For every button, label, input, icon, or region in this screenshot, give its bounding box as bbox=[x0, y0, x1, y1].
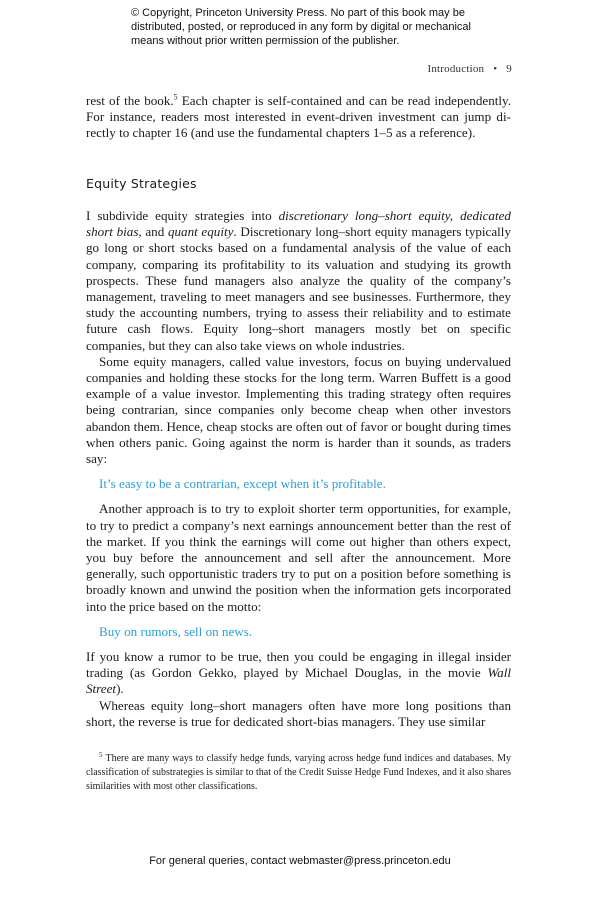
footnote-ref: 5 bbox=[173, 92, 178, 102]
footnote-number: 5 bbox=[99, 750, 103, 759]
section-heading: Equity Strategies bbox=[86, 176, 197, 191]
paragraph-4 bbox=[86, 649, 511, 698]
quote-rumors: Buy on rumors, sell on news. bbox=[99, 623, 253, 639]
paragraph-2: Some equity managers, called value investors, focus on buying undervalued companies and holding these stocks for the long term. Warren Buffett is a good example of a value investor. Implementing this trading strategy often requires being contrarian, since companies only become cheap when other investors abandon them. Hence, cheap stocks are often out of favor or bought during times when others panic. Going against the norm is harder than it sounds, as traders say: bbox=[86, 353, 511, 467]
p1-italic-d: quant equity bbox=[167, 224, 234, 240]
paragraph-1 bbox=[86, 208, 511, 354]
intro-text-1: rest of the book. bbox=[86, 93, 174, 108]
contact-note: For general queries, contact webmaster@press.princeton.edu bbox=[149, 855, 451, 867]
running-head bbox=[427, 63, 512, 75]
page-number: 9 bbox=[506, 63, 512, 75]
p1-text-c: , and bbox=[138, 224, 168, 240]
running-head-bullet: • bbox=[493, 63, 498, 75]
p1-italic-b: discretionary long–short equity, dedicated short bias bbox=[86, 208, 511, 240]
p4-text-a: If you know a rumor to be true, then you could be engaging in illegal insider trading (as Gordon Gekko, played by Michael Douglas, in the movie bbox=[86, 649, 511, 681]
body-text bbox=[86, 208, 511, 730]
paragraph-5: Whereas equity long–short managers often have more long positions than short, the reverse is true for dedicated short-bias managers. They use similar bbox=[86, 697, 511, 729]
quote-contrarian: It’s easy to be a contrarian, except when it’s profitable. bbox=[99, 476, 386, 492]
p1-text-a: I subdivide equity strategies into bbox=[86, 208, 279, 223]
p4-text-c: ). bbox=[116, 681, 124, 697]
footnote-text: There are many ways to classify hedge funds, varying across hedge fund indices and databases. My classification of substrategies is similar to that of the Credit Suisse Hedge Fund Indexes, and it also shares similarities with most other classifications. bbox=[86, 753, 511, 792]
p4-italic-movie: Wall Street bbox=[86, 665, 511, 697]
running-head-section: Introduction bbox=[427, 63, 485, 75]
p1-text-e: . Discretionary long–short equity managers typically go long or short stocks based on a fundamental analysis of the value of each company, comparing its profitability to its valuation and studying its growth prospects. These fund managers also analyze the quality of the company’s management, traveling to meet managers and see businesses. Furthermore, they study the accounting numbers, trying to assess their reliability and to estimate future cash flows. Equity long–short managers mostly bet on specific companies, but they can also take views on whole industries. bbox=[86, 224, 511, 353]
footnote bbox=[86, 752, 511, 794]
paragraph-3: Another approach is to try to exploit shorter term opportunities, for example, to try to predict a company’s next earnings announcement better than the rest of the market. If you think the earnings will come out higher than others expect, you buy before the announcement and sell after the announcement. More generally, such opportunistic traders try to put on a position before something is broadly known and unwind the position when the information gets incorporated into the price based on the motto: bbox=[86, 501, 511, 614]
intro-paragraph-block bbox=[86, 93, 511, 142]
copyright-notice: © Copyright, Princeton University Press. No part of this book may be distributed, posted, or reproduced in any form by digital or mechanical means without prior written permission of the publisher. bbox=[131, 7, 471, 47]
intro-paragraph bbox=[86, 93, 511, 142]
intro-text-2: Each chapter is self-contained and can be read independently. For instance, readers most interested in event-driven investment can jump directly to chapter 16 (and use the fundamental chapters 1–5 as a reference). bbox=[86, 93, 511, 141]
